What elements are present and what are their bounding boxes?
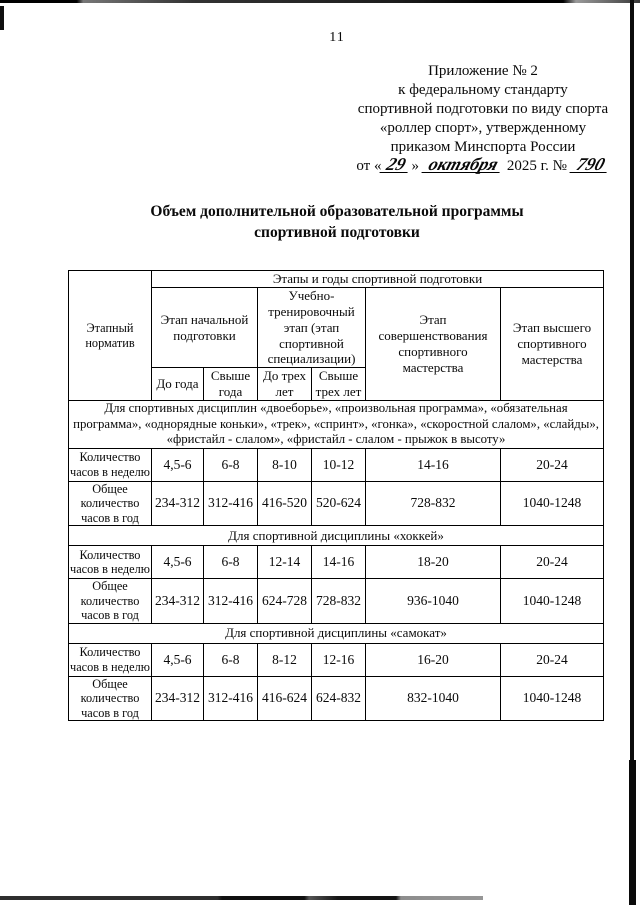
table-cell: 6-8 <box>204 448 258 481</box>
header-cell-stages-title: Этапы и годы спортивной подготовки <box>152 271 604 288</box>
table-cell: 832-1040 <box>366 676 501 721</box>
table-cell: 12-16 <box>312 643 366 676</box>
appendix-header-line: приказом Минспорта России <box>390 139 576 155</box>
table-cell: 4,5-6 <box>152 448 204 481</box>
handwritten-day: 29 <box>380 157 413 173</box>
table-cell: 1040-1248 <box>501 481 604 526</box>
table-cell: 312-416 <box>204 481 258 526</box>
document-title-line2: спортивной подготовки <box>254 224 420 241</box>
row-label: Количество часов в неделю <box>69 643 152 676</box>
page-number: 11 <box>329 30 345 45</box>
table-cell: 520-624 <box>312 481 366 526</box>
order-date-line <box>352 154 614 176</box>
header-cell-sub: До трех лет <box>258 368 312 401</box>
table-row <box>69 676 604 721</box>
document-title-line1: Объем дополнительной образовательной программы <box>150 203 524 220</box>
section-title: Для спортивной дисциплины «хоккей» <box>69 526 604 546</box>
table-cell: 8-12 <box>258 643 312 676</box>
section-title: Для спортивных дисциплин «двоеборье», «произвольная программа», «обязательная программа», «однорядные коньки», «трек», «спринт», «гонка», «скоростной слалом», «слайды», «фристайл - слалом», «фристайл - слалом - прыжок в высоту» <box>69 401 604 449</box>
header-cell-sub: Свыше года <box>204 368 258 401</box>
section-title-row <box>69 526 604 546</box>
table-cell: 4,5-6 <box>152 546 204 579</box>
table-row <box>69 546 604 579</box>
table-cell: 14-16 <box>366 448 501 481</box>
header-cell-stage-norm: Этапный норматив <box>69 271 152 401</box>
table-cell: 4,5-6 <box>152 643 204 676</box>
header-cell-stage-initial: Этап начальной подготовки <box>152 288 258 368</box>
table-cell: 728-832 <box>312 579 366 624</box>
table-cell: 20-24 <box>501 448 604 481</box>
table-cell: 18-20 <box>366 546 501 579</box>
table-cell: 10-12 <box>312 448 366 481</box>
handwritten-order-number: 790 <box>569 157 611 173</box>
table-cell: 8-10 <box>258 448 312 481</box>
row-label: Количество часов в неделю <box>69 546 152 579</box>
table-cell: 1040-1248 <box>501 676 604 721</box>
table-cell: 6-8 <box>204 643 258 676</box>
header-cell-stage-highest: Этап высшего спортивного мастерства <box>501 288 604 401</box>
header-cell-sub: До года <box>152 368 204 401</box>
table-row <box>69 579 604 624</box>
document-title <box>68 201 606 243</box>
table-row <box>69 481 604 526</box>
table-cell: 234-312 <box>152 579 204 624</box>
table-cell: 14-16 <box>312 546 366 579</box>
table-cell: 936-1040 <box>366 579 501 624</box>
date-infix: » <box>411 158 419 174</box>
table-cell: 624-728 <box>258 579 312 624</box>
handwritten-month: октября <box>421 157 505 173</box>
scan-artifact-top-line <box>0 0 640 3</box>
row-label: Общее количество часов в год <box>69 481 152 526</box>
scan-artifact-right-line-thick <box>629 760 636 905</box>
table-cell: 624-832 <box>312 676 366 721</box>
row-label: Общее количество часов в год <box>69 579 152 624</box>
header-cell-stage-training: Учебно-тренировочный этап (этап спортивной специализации) <box>258 288 366 368</box>
table-cell: 20-24 <box>501 546 604 579</box>
section-title: Для спортивной дисциплины «самокат» <box>69 623 604 643</box>
header-cell-stage-improvement: Этап совершенствования спортивного мастерства <box>366 288 501 401</box>
date-prefix: от « <box>356 158 382 174</box>
row-label: Количество часов в неделю <box>69 448 152 481</box>
appendix-header-line: «роллер спорт», утвержденному <box>379 120 587 136</box>
table-cell: 728-832 <box>366 481 501 526</box>
date-suffix: 2025 г. № <box>506 158 567 174</box>
appendix-header <box>352 62 614 176</box>
table-header-row-1 <box>69 271 604 288</box>
scan-artifact-left-mark <box>0 6 4 30</box>
appendix-header-line: Приложение № 2 <box>428 63 538 79</box>
table-cell: 6-8 <box>204 546 258 579</box>
table-cell: 16-20 <box>366 643 501 676</box>
table-cell: 12-14 <box>258 546 312 579</box>
table-cell: 20-24 <box>501 643 604 676</box>
table-row <box>69 643 604 676</box>
row-label: Общее количество часов в год <box>69 676 152 721</box>
appendix-header-line: к федеральному стандарту <box>398 82 568 98</box>
table-row <box>69 448 604 481</box>
table-cell: 416-624 <box>258 676 312 721</box>
table-cell: 234-312 <box>152 481 204 526</box>
table-cell: 312-416 <box>204 676 258 721</box>
header-cell-sub: Свыше трех лет <box>312 368 366 401</box>
section-title-row <box>69 401 604 449</box>
table-cell: 234-312 <box>152 676 204 721</box>
section-title-row <box>69 623 604 643</box>
table-cell: 416-520 <box>258 481 312 526</box>
scan-artifact-bottom-line <box>0 896 483 900</box>
table-cell: 312-416 <box>204 579 258 624</box>
table-cell: 1040-1248 <box>501 579 604 624</box>
training-volume-table <box>68 270 604 721</box>
appendix-header-line: спортивной подготовки по виду спорта <box>357 101 609 117</box>
